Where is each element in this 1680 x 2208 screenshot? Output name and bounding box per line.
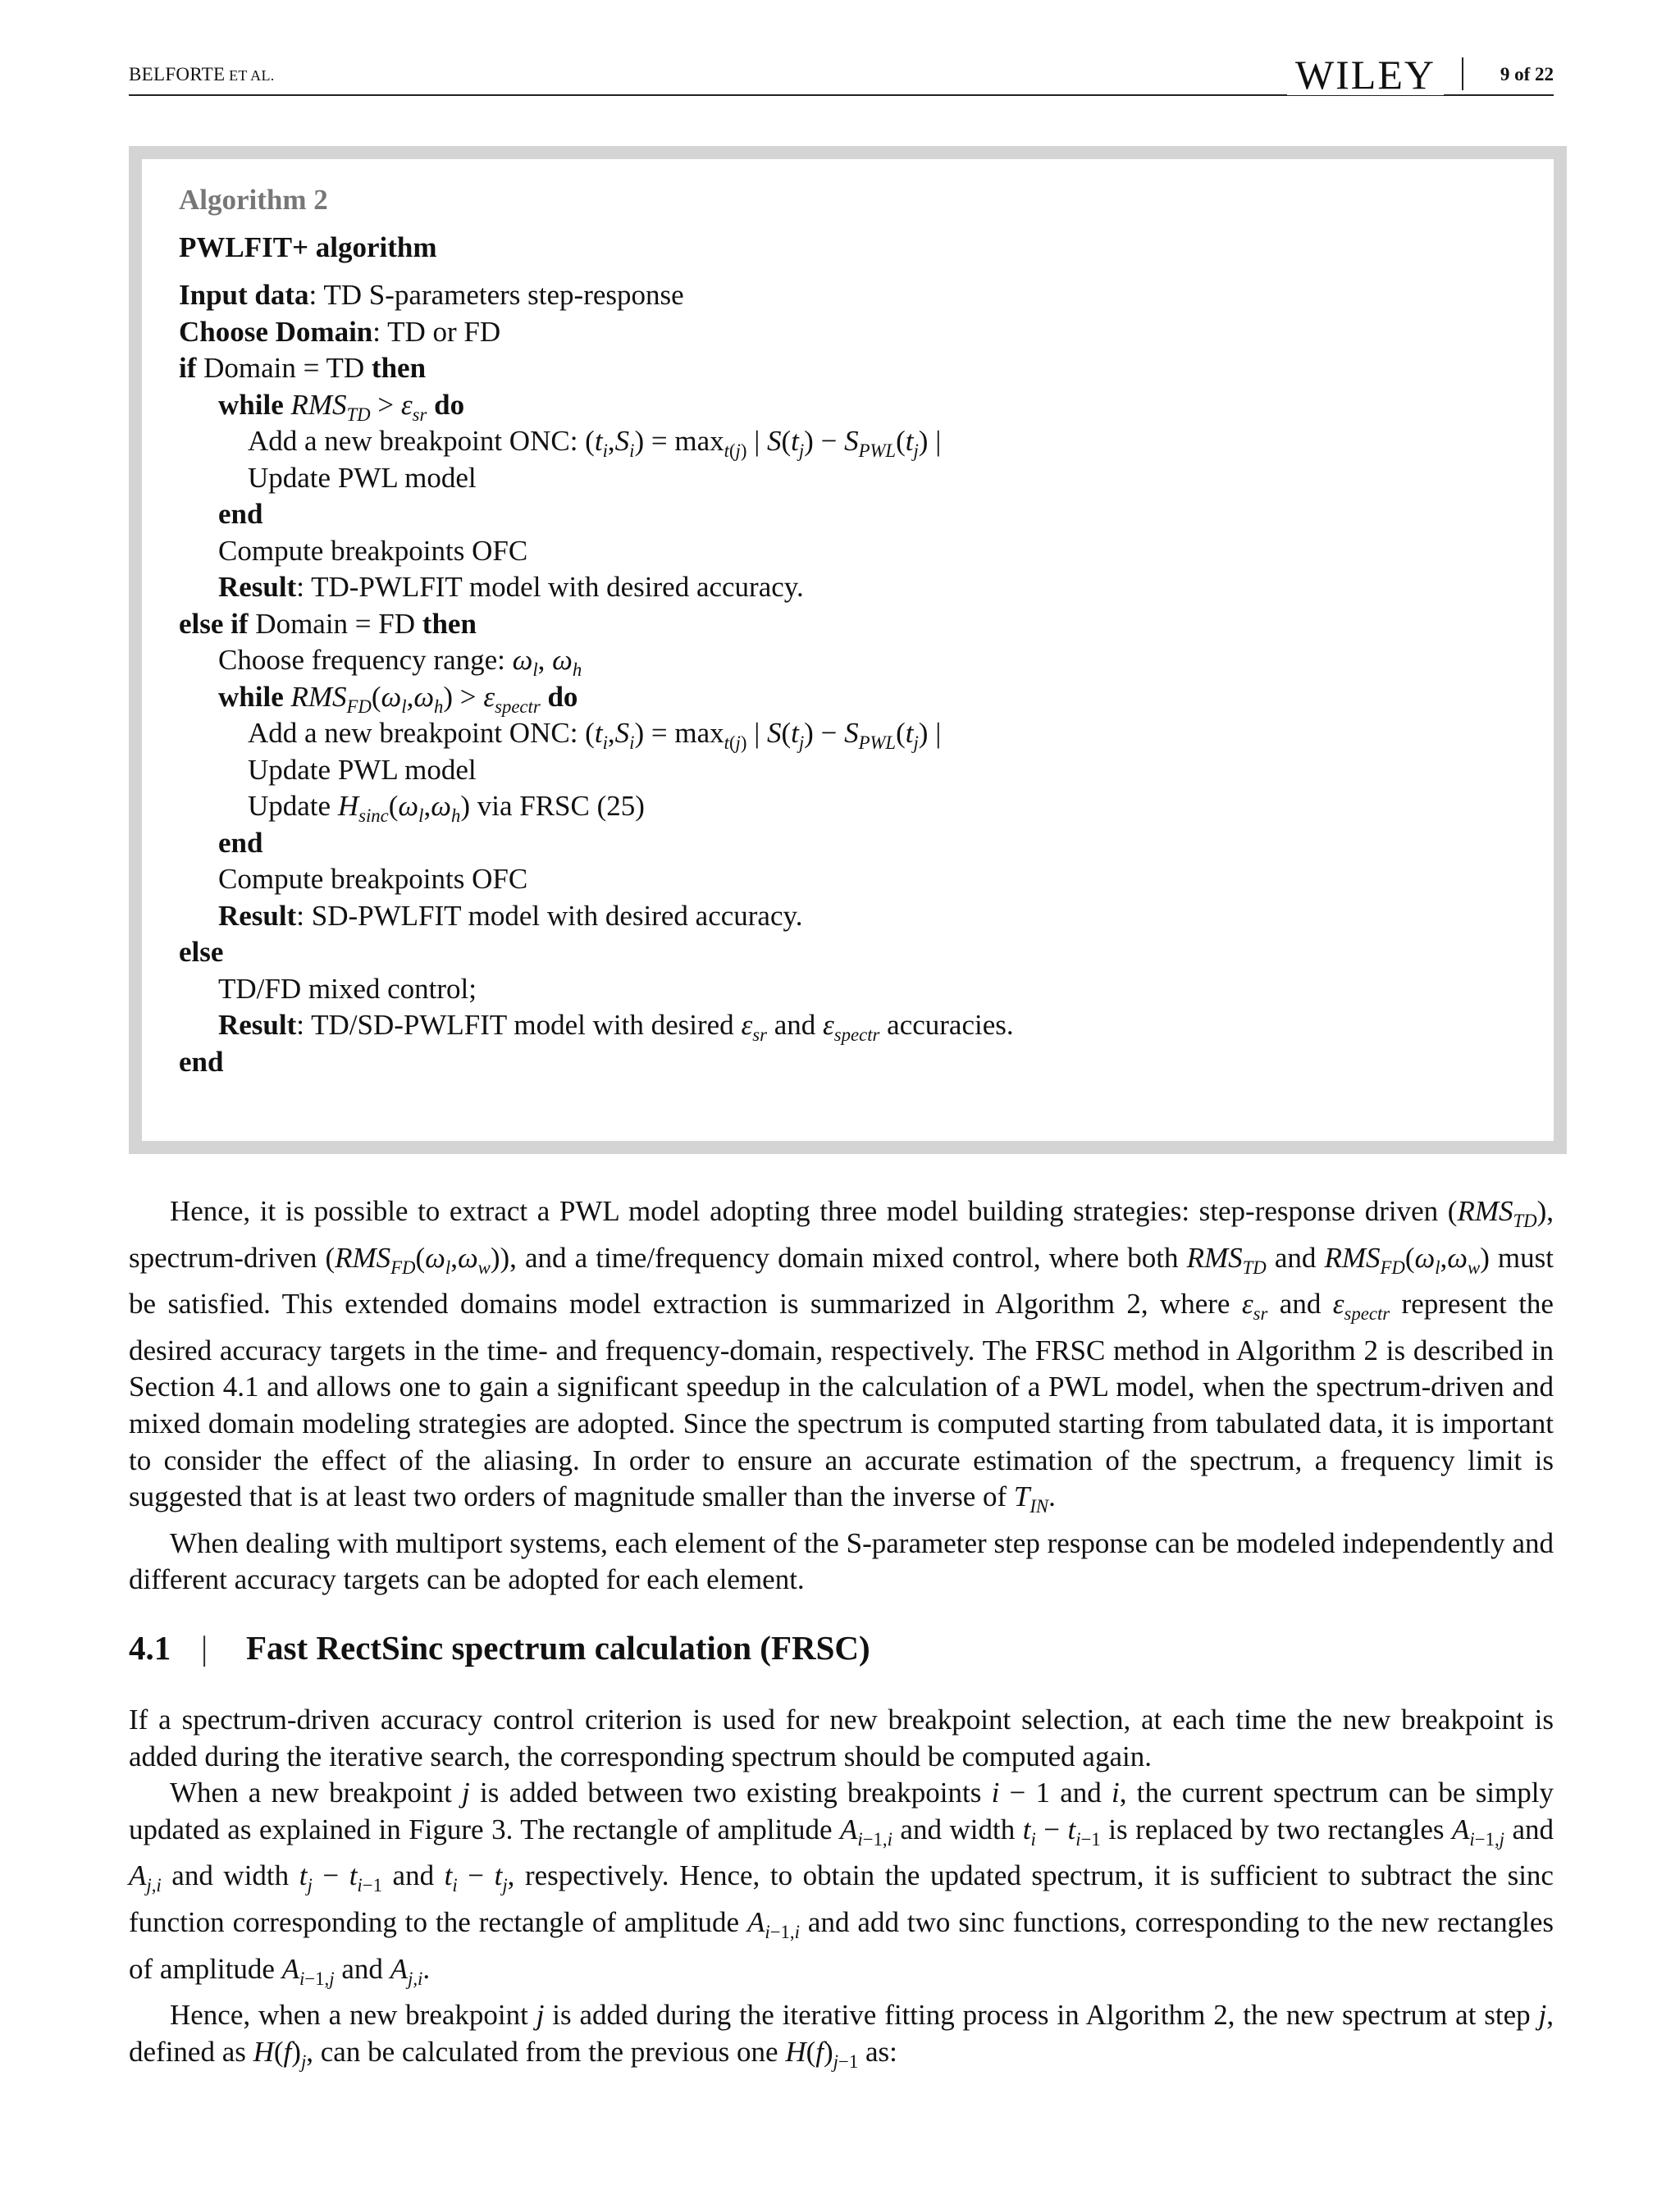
algo-line-result-mixed: Result: TD/SD-PWLFIT model with desired $\varepsilon_{sr}$ and $\varepsilon_{spectr}$ accuracies. — [218, 1009, 1014, 1045]
algo-line-else: else — [179, 936, 224, 968]
algo-line-update-pwl-2: Update PWL model — [248, 753, 477, 786]
publisher-logo: WILEY — [1287, 54, 1444, 95]
algo-line-update-pwl-1: Update PWL model — [248, 461, 477, 494]
paragraph-multiport: When dealing with multiport systems, each element of the S-parameter step response can be modeled independently and different accuracy targets can be adopted for each element. — [129, 1526, 1554, 1596]
algorithm-box — [129, 146, 1567, 1154]
algo-line-choose-frequency: Choose frequency range: $\omega_l$, $\omega_h$ — [218, 644, 582, 680]
section-number: 4.1 — [129, 1629, 171, 1667]
algo-line-result-sd: Result: SD-PWLFIT model with desired accuracy. — [218, 899, 803, 932]
running-head-authors: BELFORTE ET AL. — [129, 64, 275, 84]
algo-line-while-td: while $RMS_{TD} > \varepsilon_{sr}$ do — [218, 388, 465, 425]
paragraph-spectrum-driven: If a spectrum-driven accuracy control criterion is used for new breakpoint selection, at each time the new breakpoint is added during the iterative search, the corresponding spectrum should be computed again. — [129, 1704, 1554, 1772]
body-text-block-2 — [129, 1702, 1554, 2080]
algorithm-content — [179, 184, 1521, 1080]
algo-line-update-hsinc: Update $H_{sinc}(\omega_l,\omega_h)$ via FRSC (25) — [248, 790, 645, 826]
algo-line-while-fd: while $RMS_{FD}(\omega_l,\omega_h) > \varepsilon_{spectr}$ do — [218, 680, 578, 717]
algo-line-add-breakpoint-1: Add a new breakpoint ONC: $(t_i,S_i) = \max_{t(j)}$ | $S(t_j) - S_{PWL}(t_j)$ | — [248, 425, 942, 461]
algorithm-number: Algorithm 2 — [179, 184, 328, 216]
paragraph-model-strategies: Hence, it is possible to extract a PWL model adopting three model building strategies: step-response driven $(RMS_{TD})$, spectrum-driven $(RMS_{FD}(\omega_l,\omega_w))$, and a time/frequency domain mixed control, where both $RMS_{TD}$ and $RMS_{FD}(\omega_l,\omega_w)$ must be satisfied. This extended domains model extraction is summarized in Algorithm 2, where $\varepsilon_{sr}$ and $\varepsilon_{spectr}$ represent the desired accuracy targets in the time- and frequency-domain, respectively. The FRSC method in Algorithm 2 is described in Section 4.1 and allows one to gain a significant speedup in the calculation of a PWL model, when the spectrum-driven and mixed domain modeling strategies are adopted. Since the spectrum is computed starting from tabulated data, it is important to consider the effect of the aliasing. In order to ensure an accurate estimation of the spectrum, a frequency limit is suggested that is at least two orders of magnitude smaller than the inverse of $T_{IN}$. — [129, 1195, 1554, 1517]
section-title: Fast RectSinc spectrum calculation (FRSC) — [246, 1629, 870, 1667]
algorithm-title: PWLFIT+ algorithm — [179, 231, 437, 263]
algo-line-input: Input data: TD S-parameters step-response — [179, 279, 684, 311]
algo-line-compute-ofc-1: Compute breakpoints OFC — [218, 534, 528, 567]
algo-line-add-breakpoint-2: Add a new breakpoint ONC: $(t_i,S_i) = \max_{t(j)}$ | $S(t_j) - S_{PWL}(t_j)$ | — [248, 717, 942, 753]
algo-line-if-td: if Domain = TD then — [179, 352, 427, 384]
section-divider: | — [201, 1629, 208, 1667]
body-text-block-1 — [129, 1193, 1554, 1599]
algo-line-end-final: end — [179, 1045, 224, 1078]
algo-line-mixed-control: TD/FD mixed control; — [218, 972, 477, 1005]
algo-line-elseif-fd: else if Domain = FD then — [179, 607, 477, 640]
algo-line-end-2: end — [218, 826, 263, 859]
page-header — [129, 52, 1554, 105]
algo-line-end-1: end — [218, 498, 263, 530]
paragraph-new-breakpoint: When a new breakpoint j is added between two existing breakpoints i − 1 and i, the current spectrum can be simply updated as explained in Figure 3. The rectangle of amplitude $A_{i-1,i}$ and width $t_i - t_{i-1}$ is replaced by two rectangles $A_{i-1,j}$ and $A_{j,i}$ and width $t_j - t_{i-1}$ and $t_i - t_j$, respectively. Hence, to obtain the updated spectrum, it is sufficient to subtract the sinc function corresponding to the rectangle of amplitude $A_{i-1,i}$ and add two sinc functions, corresponding to the new rectangles of amplitude $A_{i-1,j}$ and $A_{j,i}$. — [129, 1777, 1554, 1989]
paragraph-iterative-fitting: Hence, when a new breakpoint j is added during the iterative fitting process in Algorithm 2, the new spectrum at step j, defined as $H(f)_j$, can be calculated from the previous one $H(f)_{j-1}$ as: — [129, 1999, 1554, 2072]
page-number: 9 of 22 — [1500, 64, 1554, 84]
algo-line-choose: Choose Domain: TD or FD — [179, 315, 501, 348]
algo-line-compute-ofc-2: Compute breakpoints OFC — [218, 863, 528, 895]
section-heading — [129, 1628, 870, 1667]
algo-line-result-td: Result: TD-PWLFIT model with desired accuracy. — [218, 571, 804, 603]
header-separator — [1462, 57, 1463, 90]
